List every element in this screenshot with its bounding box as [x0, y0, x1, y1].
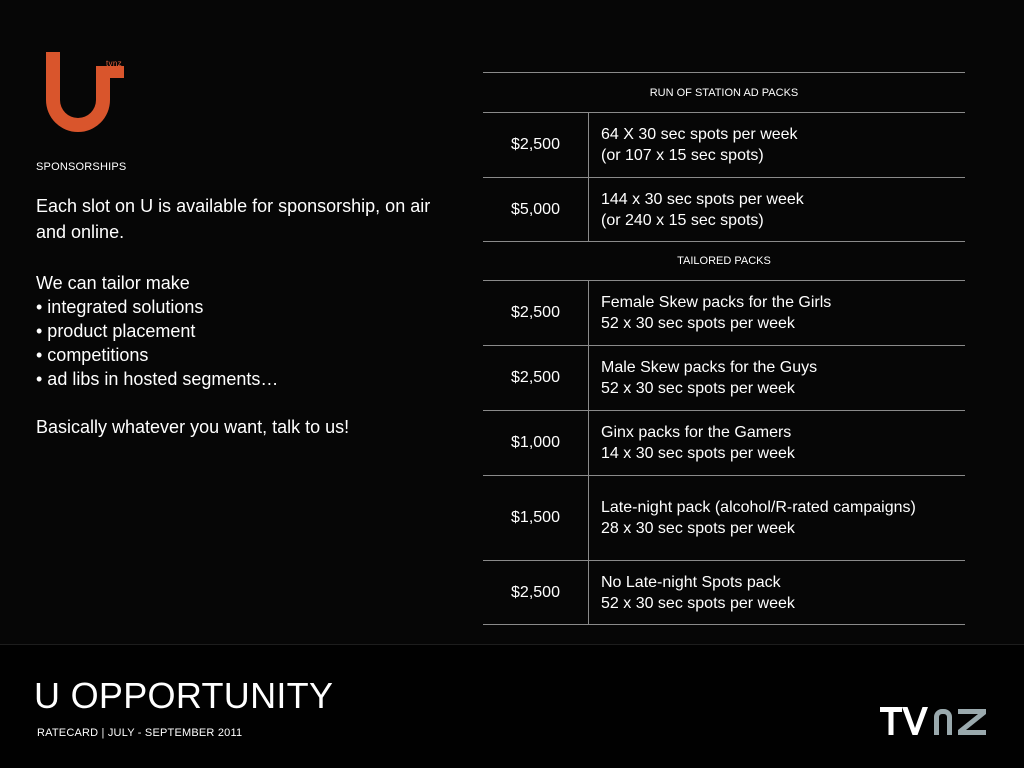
description-cell	[589, 113, 965, 177]
table-row	[483, 177, 965, 241]
slide-footer	[0, 644, 1024, 768]
table-row	[483, 560, 965, 625]
description-cell	[589, 411, 965, 475]
page-title: U OPPORTUNITY	[34, 675, 334, 716]
bullet-item: • integrated solutions	[36, 297, 204, 317]
table-row	[483, 345, 965, 410]
description-line: Female Skew packs for the Girls	[601, 294, 832, 311]
description-line: Male Skew packs for the Guys	[601, 359, 818, 376]
description-line: Late-night pack (alcohol/R-rated campaigns)	[601, 499, 916, 516]
description-line: (or 107 x 15 sec spots)	[601, 147, 764, 164]
price-cell: $2,500	[483, 113, 589, 177]
description-line: 14 x 30 sec spots per week	[601, 445, 795, 462]
price-cell: $2,500	[483, 346, 589, 410]
description-line: No Late-night Spots pack	[601, 573, 781, 591]
bullet-item: • ad libs in hosted segments…	[36, 369, 279, 389]
price-cell: $2,500	[483, 561, 589, 624]
price-cell: $1,000	[483, 411, 589, 475]
description-cell	[589, 281, 965, 345]
closing-paragraph: Basically whatever you want, talk to us!	[36, 417, 350, 437]
description-line: 144 x 30 sec spots per week	[601, 190, 804, 208]
description-line: 28 x 30 sec spots per week	[601, 520, 795, 537]
description-line: 52 x 30 sec spots per week	[601, 315, 795, 332]
price-cell: $1,500	[483, 476, 589, 560]
table-row	[483, 112, 965, 177]
description-line: 64 X 30 sec spots per week	[601, 126, 798, 143]
logo-tvnz-text: tvnz	[106, 59, 122, 68]
description-line: (or 240 x 15 sec spots)	[601, 211, 764, 229]
tvnz-wordmark-logo-icon	[880, 705, 992, 737]
table-row	[483, 410, 965, 475]
tailor-list	[36, 271, 436, 391]
description-line: 52 x 30 sec spots per week	[601, 594, 795, 612]
table-section-header	[483, 72, 965, 112]
price-cell: $2,500	[483, 281, 589, 345]
section-header-text: TAILORED PACKS	[677, 255, 771, 267]
description-cell	[589, 476, 965, 560]
description-cell	[589, 178, 965, 241]
table-section-header	[483, 241, 965, 280]
intro-paragraph: Each slot on U is available for sponsorship, on air and online.	[36, 196, 431, 242]
description-line: Ginx packs for the Gamers	[601, 424, 792, 441]
tailor-heading: We can tailor make	[36, 273, 190, 293]
price-cell: $5,000	[483, 178, 589, 241]
description-cell	[589, 561, 965, 624]
section-label: SPONSORSHIPS	[36, 161, 127, 173]
bullet-item: • competitions	[36, 345, 149, 365]
table-row	[483, 475, 965, 560]
description-line: 52 x 30 sec spots per week	[601, 380, 795, 397]
table-row	[483, 280, 965, 345]
bullet-item: • product placement	[36, 321, 196, 341]
section-header-text: RUN OF STATION AD PACKS	[649, 86, 799, 99]
description-cell	[589, 346, 965, 410]
page-subtitle: RATECARD | JULY - SEPTEMBER 2011	[37, 727, 243, 739]
